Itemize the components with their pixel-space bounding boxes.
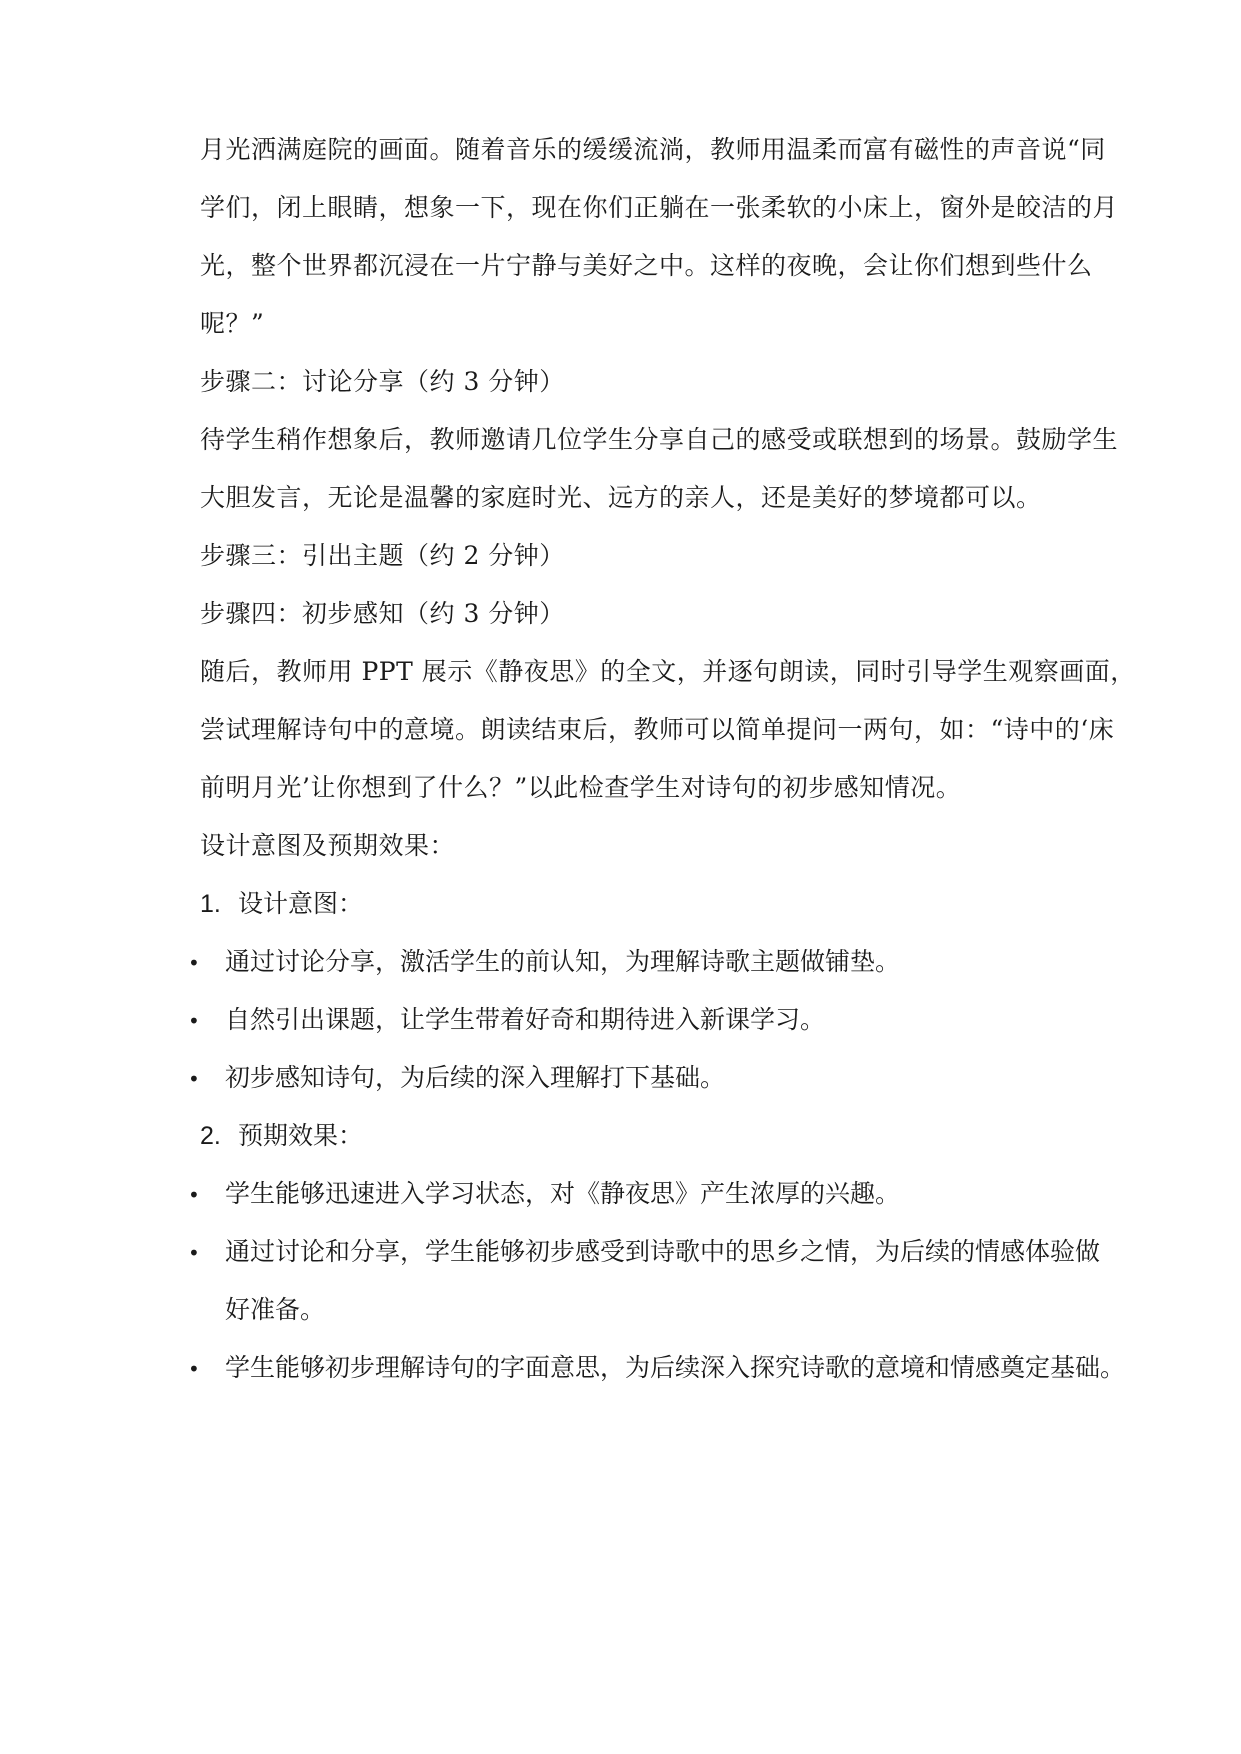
list-item: [188, 1005, 825, 1036]
step2-heading: 步骤二：讨论分享（约 3 分钟）: [200, 367, 565, 396]
bullet-continuation: 好准备。: [225, 1295, 326, 1324]
bullet-text: 学生能够迅速进入学习状态，对《静夜思》产生浓厚的兴趣。: [225, 1179, 901, 1208]
bullet-icon: •: [188, 951, 200, 975]
list-item: [188, 947, 900, 978]
step4-line-3: 前明月光’让你想到了什么？”以此检查学生对诗句的初步感知情况。: [200, 773, 962, 802]
design-heading: 设计意图及预期效果：: [200, 831, 456, 860]
list-item: [188, 1179, 900, 1210]
step2-line-2: 大胆发言，无论是温馨的家庭时光、远方的亲人，还是美好的梦境都可以。: [200, 483, 1042, 512]
section1-title-text: 设计意图：: [238, 889, 364, 918]
bullet-text: 自然引出课题，让学生带着好奇和期待进入新课学习。: [225, 1005, 826, 1034]
step4-line-1: 随后，教师用 PPT 展示《静夜思》的全文，并逐句朗读，同时引导学生观察画面，: [200, 657, 1136, 686]
bullet-icon: •: [188, 1357, 200, 1381]
step4-heading: 步骤四：初步感知（约 3 分钟）: [200, 599, 565, 628]
section1-title: [200, 889, 363, 919]
bullet-text: 初步感知诗句，为后续的深入理解打下基础。: [225, 1063, 726, 1092]
intro-line-2: 学们，闭上眼睛，想象一下，现在你们正躺在一张柔软的小床上，窗外是皎洁的月: [200, 193, 1119, 222]
step3-heading: 步骤三：引出主题（约 2 分钟）: [200, 541, 565, 570]
intro-line-3: 光，整个世界都沉浸在一片宁静与美好之中。这样的夜晚，会让你们想到些什么: [200, 251, 1093, 280]
intro-line-4: 呢？”: [200, 309, 265, 338]
step4-line-2: 尝试理解诗句中的意境。朗读结束后，教师可以简单提问一两句，如：“诗中的‘床: [200, 715, 1115, 744]
section1-number: 1.: [200, 890, 221, 918]
section2-title: [200, 1121, 363, 1151]
intro-line-1: 月光洒满庭院的画面。随着音乐的缓缓流淌，教师用温柔而富有磁性的声音说“同: [200, 135, 1106, 164]
bullet-icon: •: [188, 1067, 200, 1091]
list-item: [188, 1353, 1125, 1384]
section2-number: 2.: [200, 1122, 221, 1150]
bullet-text: 通过讨论分享，激活学生的前认知，为理解诗歌主题做铺垫。: [225, 947, 901, 976]
list-item: [188, 1063, 725, 1094]
bullet-icon: •: [188, 1009, 200, 1033]
section2-title-text: 预期效果：: [238, 1121, 364, 1150]
list-item: [188, 1237, 1100, 1268]
bullet-text: 通过讨论和分享，学生能够初步感受到诗歌中的思乡之情，为后续的情感体验做: [225, 1237, 1101, 1266]
bullet-text: 学生能够初步理解诗句的字面意思，为后续深入探究诗歌的意境和情感奠定基础。: [225, 1353, 1126, 1382]
bullet-icon: •: [188, 1183, 200, 1207]
step2-line-1: 待学生稍作想象后，教师邀请几位学生分享自己的感受或联想到的场景。鼓励学生: [200, 425, 1119, 454]
bullet-icon: •: [188, 1241, 200, 1265]
